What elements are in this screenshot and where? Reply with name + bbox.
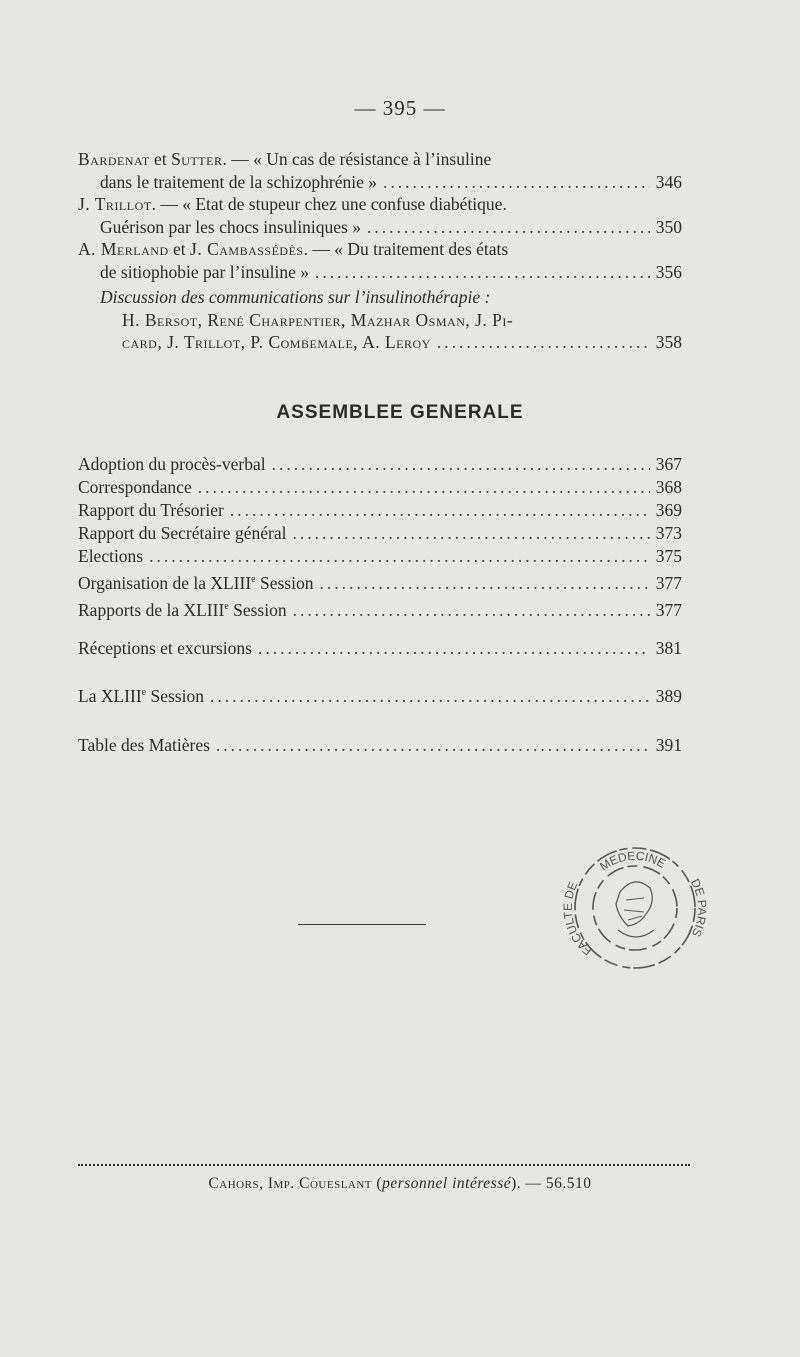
page-ref: 350 — [655, 216, 682, 237]
page-ref: 373 — [655, 523, 682, 543]
page-ref: 358 — [655, 332, 682, 352]
toc-item — [78, 545, 682, 568]
page-ref: 356 — [655, 261, 682, 282]
page-ref: 367 — [655, 454, 682, 474]
entry-title: dans le traitement de la schizophrénie » — [100, 171, 377, 192]
toc-label-text: Session — [255, 572, 314, 593]
toc-label-text: Session — [228, 599, 287, 620]
leader-dots — [437, 331, 650, 354]
toc-label-text: Organisation de la XLIII — [78, 572, 252, 593]
entry-line — [78, 216, 682, 239]
leader-dots — [367, 216, 650, 239]
entry-joiner: et — [149, 149, 172, 169]
entry-joiner: et — [168, 239, 191, 259]
page-ref: 381 — [655, 638, 682, 658]
stamp-text: FACULTE DE — [560, 879, 595, 959]
printer-imprint — [0, 1175, 800, 1193]
communications-list — [78, 148, 682, 354]
entry-authors: Bardenat — [78, 149, 150, 169]
toc-label: Rapport du Secrétaire général — [78, 523, 287, 543]
ordinal-suffix: e — [141, 687, 147, 699]
toc-label: Réceptions et excursions — [78, 638, 252, 658]
section-heading: ASSEMBLEE GENERALE — [276, 402, 524, 423]
entry-line — [78, 261, 682, 284]
assembly-list — [78, 453, 682, 622]
printer-code: . — 56.510 — [516, 1175, 592, 1192]
page-ref: 377 — [655, 572, 682, 593]
leader-dots — [198, 476, 650, 499]
discussion-participants: H. Bersot, René Charpentier, Mazhar Osman, J. Pi- — [122, 309, 514, 330]
stamp-text: MEDECINE — [597, 848, 668, 874]
entry-title: . — « Etat de stupeur chez une confuse diabétique. — [151, 194, 507, 214]
toc-label: Rapport du Trésorier — [78, 500, 224, 520]
toc-label-text: La XLIII — [78, 686, 142, 706]
toc-label — [78, 595, 287, 622]
printer-note: personnel intéressé — [382, 1175, 512, 1192]
discussion-participants: card, J. Trillot, P. Combemale, A. Leroy — [122, 332, 431, 352]
toc-label: Correspondance — [78, 477, 192, 497]
leader-dots — [230, 499, 650, 522]
entry-authors: J. Cambassédès — [190, 239, 304, 259]
entry-title: de sitiophobie par l’insuline » — [100, 261, 309, 282]
leader-dots — [293, 599, 650, 622]
toc-label-text: Session — [146, 686, 204, 706]
toc-item — [78, 453, 682, 476]
page-ref: 369 — [655, 500, 682, 520]
end-rule — [298, 924, 426, 925]
entry-title: Guérison par les chocs insuliniques » — [100, 216, 361, 237]
leader-dots — [216, 735, 650, 756]
toc-item — [78, 476, 682, 499]
leader-dots — [210, 686, 650, 707]
discussion-title: Discussion des communications sur l’insulinothérapie : — [100, 287, 491, 307]
entry-line — [78, 193, 682, 216]
ordinal-suffix: e — [224, 600, 229, 612]
page-ref: 377 — [655, 599, 682, 620]
entry-authors: J. Trillot — [78, 194, 152, 214]
page-ref: 346 — [655, 171, 682, 192]
toc-label — [78, 686, 204, 707]
leader-dots — [149, 545, 650, 568]
ordinal-suffix: e — [251, 574, 256, 585]
toc-item — [78, 568, 682, 595]
page-ref: 389 — [655, 686, 682, 706]
entry-title: . — « Un cas de résistance à l’insuline — [222, 149, 492, 169]
toc-item — [78, 522, 682, 545]
printer-note-close: ) — [511, 1175, 517, 1192]
toc-item — [78, 499, 682, 522]
library-stamp — [560, 830, 710, 980]
entry-title: . — « Du traitement des états — [303, 239, 509, 259]
leader-dots — [383, 171, 650, 194]
toc-item-table — [78, 735, 682, 756]
entry-authors: Sutter — [171, 149, 223, 169]
toc-item-session — [78, 686, 682, 707]
page-number: — 395 — — [354, 96, 446, 120]
toc-label: Elections — [78, 546, 144, 566]
page-ref: 375 — [655, 546, 682, 566]
entry-line — [78, 171, 682, 194]
leader-dots — [272, 453, 650, 476]
toc-label: Table des Matières — [78, 735, 210, 755]
toc-label-text: Rapports de la XLIII — [78, 599, 225, 620]
printer-name: Cahors, Imp. Coueslant — [208, 1175, 373, 1192]
entry-line — [78, 331, 682, 354]
entry-line — [78, 148, 682, 171]
page-ref: 391 — [655, 735, 682, 755]
printer-note-open: ( — [376, 1175, 383, 1192]
page-ref: 368 — [655, 477, 682, 497]
toc-label — [78, 568, 313, 595]
toc-item — [78, 595, 682, 622]
footer-rule — [78, 1164, 690, 1166]
stamp-text: DE PARIS — [687, 876, 710, 940]
leader-dots — [315, 261, 650, 284]
leader-dots — [258, 638, 650, 659]
toc-item-receptions — [78, 638, 682, 659]
entry-authors: A. Merland — [78, 239, 169, 259]
leader-dots — [292, 522, 649, 545]
leader-dots — [319, 572, 649, 595]
toc-label: Adoption du procès-verbal — [78, 454, 266, 474]
entry-line — [78, 238, 682, 261]
